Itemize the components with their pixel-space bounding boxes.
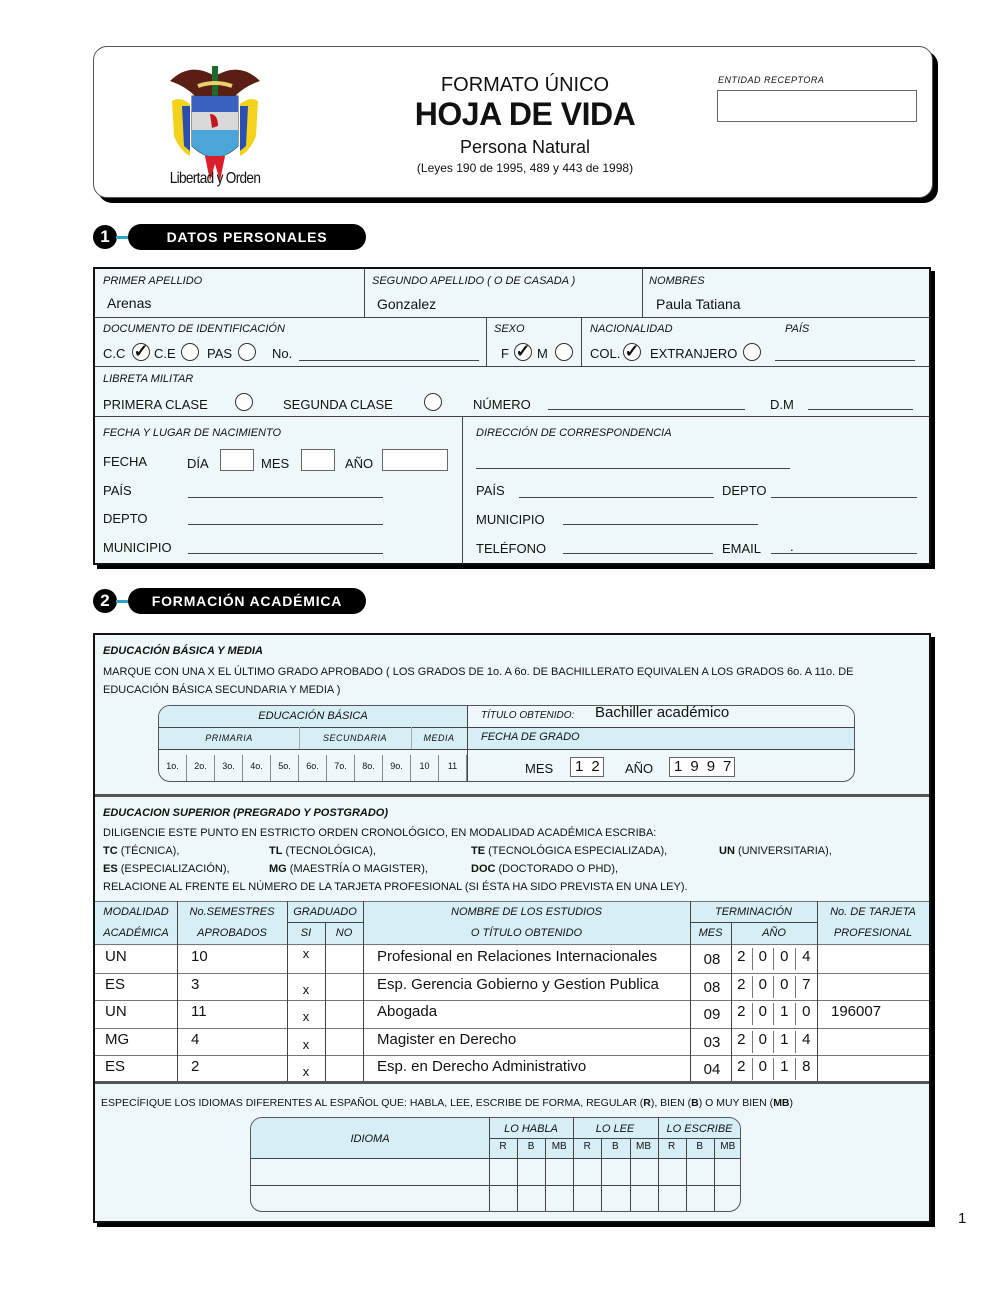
media-header: MEDIA [423, 733, 455, 743]
form-laws: (Leyes 190 de 1995, 489 y 443 de 1998) [416, 161, 634, 175]
grado-cell-1[interactable]: 1o. [159, 755, 187, 782]
level-header-r: R [499, 1141, 507, 1152]
modalidad-cell[interactable]: ES [105, 1058, 126, 1075]
graduado-si-cell[interactable]: x [302, 1064, 310, 1079]
th-semestres: No.SEMESTRES [189, 906, 275, 918]
email-label: EMAIL [722, 541, 762, 556]
form-subtitle: Persona Natural [459, 137, 591, 157]
nacimiento-label: FECHA Y LUGAR DE NACIMIENTO [103, 427, 282, 439]
code-un: UN (UNIVERSITARIA), [719, 845, 832, 857]
level-header-r: R [667, 1141, 676, 1152]
terminacion-anio-digit[interactable]: 0 [753, 1031, 775, 1053]
grado-cell-5[interactable]: 5o. [271, 755, 299, 782]
th-no: NO [335, 927, 353, 939]
basica-instructions-1: MARQUE CON UNA X EL ÚLTIMO GRADO APROBADO ( LOS GRADOS DE 1o. A 6o. DE BACHILLERATO EQUIVALEN A LOS GRADOS 6o. A 11o. DE [103, 666, 854, 678]
mes-label: MES [261, 456, 290, 471]
primer-apellido-field[interactable]: Arenas [107, 295, 152, 311]
modalidad-cell[interactable]: UN [105, 948, 127, 965]
th-profesional: PROFESIONAL [833, 927, 913, 939]
terminacion-anio-digit[interactable]: 2 [731, 1031, 753, 1053]
idiomas-table [250, 1117, 741, 1212]
nac-depto-label: DEPTO [103, 511, 148, 526]
modalidad-cell[interactable]: UN [105, 1003, 127, 1020]
modalidad-cell[interactable]: MG [105, 1030, 130, 1048]
dm-field[interactable] [808, 409, 913, 410]
primaria-header: PRIMARIA [205, 733, 253, 743]
th-aprobados: APROBADOS [197, 927, 267, 939]
semestres-cell[interactable]: 10 [191, 948, 208, 965]
titulo-obtenido-label: TÍTULO OBTENIDO: [481, 710, 575, 721]
th-terminacion: TERMINACIÓN [715, 906, 792, 918]
anio-label: AÑO [345, 456, 374, 471]
nombre-estudios-cell[interactable]: Esp. en Derecho Administrativo [377, 1058, 587, 1075]
primer-apellido-label: PRIMER APELLIDO [103, 275, 203, 287]
sexo-f-label: F [501, 346, 509, 361]
primera-clase-label: PRIMERA CLASE [103, 397, 208, 412]
superior-title: EDUCACION SUPERIOR (PREGRADO Y POSTGRADO) [103, 807, 389, 819]
entidad-receptora-label: ENTIDAD RECEPTORA [718, 75, 825, 85]
libreta-label: LIBRETA MILITAR [103, 373, 194, 385]
doc-cc-radio-checked[interactable]: ✓ [133, 341, 149, 361]
graduado-si-cell[interactable]: x [302, 1036, 310, 1052]
nac-col-label: COL. [590, 346, 621, 361]
form-title-main: HOJA DE VIDA [414, 96, 636, 132]
basica-table [158, 705, 855, 782]
doc-pas-label: PAS [207, 346, 233, 361]
grado-mes-label: MES [525, 761, 554, 776]
edu-basica-header: EDUCACIÓN BÁSICA [258, 710, 368, 722]
doc-no-label: No. [272, 346, 293, 361]
nombres-field[interactable]: Paula Tatiana [656, 296, 741, 312]
semestres-cell[interactable]: 11 [191, 1003, 207, 1020]
terminacion-mes-cell[interactable]: 08 [703, 951, 721, 968]
idiomas-instructions: ESPECÍFIQUE LOS IDIOMAS DIFERENTES AL ESPAÑOL QUE: HABLA, LEE, ESCRIBE DE FORMA, REGULAR (R), BIEN (B) O MUY BIEN (MB) [101, 1097, 794, 1109]
level-header-b: B [696, 1141, 704, 1152]
superior-instructions-2: RELACIONE AL FRENTE EL NÚMERO DE LA TARJETA PROFESIONAL (SI ÉSTA HA SIDO PREVISTA EN UNA LEY). [103, 881, 688, 893]
graduado-si-cell[interactable]: x [302, 946, 310, 961]
th-graduado: GRADUADO [293, 906, 357, 918]
semestres-cell[interactable]: 4 [191, 1030, 200, 1048]
grado-cell-10[interactable]: 10 [411, 755, 439, 782]
nac-col-radio-checked[interactable]: ✓ [624, 341, 640, 361]
terminacion-anio-digit[interactable]: 1 [774, 1031, 796, 1053]
grado-cell-2[interactable]: 2o. [187, 755, 215, 782]
dia-label: DÍA [187, 456, 209, 471]
terminacion-mes-cell[interactable]: 09 [703, 1006, 721, 1023]
lo-habla-header: LO HABLA [504, 1123, 558, 1135]
grado-cell-8[interactable]: 8o. [355, 755, 383, 782]
secundaria-header: SECUNDARIA [322, 733, 387, 743]
semestres-cell[interactable]: 3 [191, 975, 200, 993]
nac-municipio-input[interactable] [188, 553, 383, 554]
grado-mes-field[interactable]: 12 [570, 757, 604, 777]
superior-table-row [95, 974, 929, 1002]
sexo-m-label: M [537, 346, 548, 361]
tarjeta-cell[interactable]: 196007 [831, 1003, 882, 1020]
primera-clase-radio[interactable] [235, 393, 253, 411]
doc-cc-label: C.C [103, 346, 126, 361]
terminacion-anio-digit[interactable]: 1 [774, 1003, 796, 1025]
dir-pais-label: PAÍS [476, 483, 505, 498]
nombre-estudios-cell[interactable]: Esp. Gerencia Gobierno y Gestion Publica [377, 975, 659, 993]
superior-instructions-1: DILIGENCIE ESTE PUNTO EN ESTRICTO ORDEN CRONOLÓGICO, EN MODALIDAD ACADÉMICA ESCRIBA: [103, 827, 657, 839]
terminacion-mes-cell[interactable]: 08 [703, 978, 721, 996]
level-header-b: B [612, 1141, 619, 1152]
grado-cell-4[interactable]: 4o. [243, 755, 271, 782]
email-dot: . [790, 539, 794, 554]
nac-pais-field[interactable] [775, 360, 915, 361]
th-titulo: O TÍTULO OBTENIDO [470, 927, 583, 939]
section1-number: 1 [93, 225, 117, 249]
nac-extranjero-radio[interactable] [743, 343, 761, 361]
dir-depto-label: DEPTO [722, 483, 767, 498]
terminacion-mes-cell[interactable]: 03 [703, 1033, 721, 1051]
sexo-f-radio-checked[interactable]: ✓ [515, 341, 531, 361]
graduado-si-cell[interactable]: x [302, 1009, 310, 1024]
code-te: TE (TECNOLÓGICA ESPECIALIZADA), [471, 845, 668, 857]
segunda-clase-label: SEGUNDA CLASE [283, 397, 393, 412]
doc-number-field[interactable] [299, 360, 479, 361]
level-header-mb: MB [636, 1141, 651, 1152]
sexo-label: SEXO [494, 323, 525, 335]
doc-ce-radio[interactable] [181, 343, 199, 361]
fecha-label: FECHA [103, 454, 148, 469]
superior-table-row [95, 1056, 929, 1084]
graduado-si-cell[interactable]: x [302, 981, 310, 997]
sexo-m-radio[interactable] [555, 343, 573, 361]
page-number: 1 [958, 1210, 967, 1227]
grado-cell-3[interactable]: 3o. [215, 755, 243, 782]
basica-title: EDUCACIÓN BÁSICA Y MEDIA [103, 645, 263, 657]
terminacion-anio-digit[interactable]: 1 [774, 1058, 796, 1080]
level-header-b: B [527, 1141, 535, 1152]
logo-motto: Libertad y Orden [169, 170, 261, 187]
form-title-line1: FORMATO ÚNICO [440, 74, 610, 96]
nac-pais-label: PAÍS [103, 483, 132, 498]
code-mg: MG (MAESTRÍA O MAGISTER), [269, 863, 428, 875]
grado-cell-6[interactable]: 6o. [299, 755, 327, 782]
dir-municipio-input[interactable] [563, 524, 758, 525]
lo-escribe-header: LO ESCRIBE [666, 1123, 733, 1135]
semestres-cell[interactable]: 2 [191, 1058, 200, 1075]
superior-table-row [95, 946, 929, 974]
grado-anio-field[interactable]: 1997 [669, 757, 735, 777]
libreta-numero-label: NÚMERO [473, 397, 531, 412]
terminacion-anio-digit[interactable]: 2 [731, 948, 753, 970]
lo-lee-header: LO LEE [595, 1123, 635, 1135]
fecha-grado-label: FECHA DE GRADO [481, 731, 580, 743]
superior-table-row [95, 1029, 929, 1057]
idioma-header: IDIOMA [350, 1133, 390, 1145]
mes-field[interactable] [301, 449, 335, 471]
nombre-estudios-cell[interactable]: Magister en Derecho [377, 1030, 517, 1048]
level-header-mb: MB [720, 1141, 736, 1152]
terminacion-anio-digit[interactable]: 0 [753, 1003, 775, 1025]
section2-number: 2 [93, 589, 117, 613]
th-mes: MES [698, 927, 723, 939]
doc-ce-label: C.E [154, 346, 176, 361]
terminacion-anio-digit[interactable]: 7 [802, 975, 811, 993]
dm-label: D.M [770, 397, 794, 412]
libreta-numero-field[interactable] [548, 409, 745, 410]
telefono-input[interactable] [563, 553, 713, 554]
section1-title: DATOS PERSONALES [128, 224, 366, 250]
terminacion-mes-cell[interactable]: 04 [703, 1061, 721, 1078]
terminacion-anio-digit[interactable]: 0 [753, 976, 775, 998]
dir-depto-input[interactable] [771, 497, 917, 498]
nombre-estudios-cell[interactable]: Profesional en Relaciones Internacionales [377, 948, 658, 965]
segunda-clase-radio[interactable] [424, 393, 442, 411]
code-tc: TC (TÉCNICA), [103, 845, 180, 857]
grado-cell-11[interactable]: 11 [439, 755, 467, 782]
terminacion-anio-digit[interactable]: 0 [774, 976, 796, 998]
code-tl: TL (TECNOLÓGICA), [269, 845, 376, 857]
titulo-obtenido-field[interactable]: Bachiller académico [595, 705, 730, 721]
documento-label: DOCUMENTO DE IDENTIFICACIÓN [103, 323, 285, 335]
terminacion-anio-digit[interactable]: 0 [774, 948, 796, 970]
nacionalidad-pais-label: PAÍS [785, 323, 810, 335]
terminacion-anio-digit[interactable]: 4 [802, 1030, 811, 1048]
th-modalidad: MODALIDAD [103, 906, 169, 918]
grado-cell-9[interactable]: 9o. [383, 755, 411, 782]
dir-municipio-label: MUNICIPIO [476, 512, 545, 527]
th-tarjeta: No. DE TARJETA [830, 906, 916, 918]
grado-anio-label: AÑO [625, 761, 654, 776]
th-anio: AÑO [762, 927, 786, 939]
segundo-apellido-field[interactable]: Gonzalez [377, 296, 437, 312]
nacionalidad-label: NACIONALIDAD [590, 323, 673, 335]
formacion-academica-panel [93, 633, 931, 1223]
terminacion-anio-digit[interactable]: 2 [731, 976, 753, 998]
dia-field[interactable] [220, 449, 254, 471]
terminacion-anio-digit[interactable]: 4 [802, 948, 811, 965]
nac-pais-input[interactable] [188, 497, 383, 498]
th-si: SI [300, 927, 312, 939]
code-doc: DOC (DOCTORADO O PHD), [471, 863, 619, 875]
entidad-receptora-field[interactable] [717, 90, 917, 122]
terminacion-anio-digit[interactable]: 0 [753, 948, 775, 970]
code-es: ES (ESPECIALIZACIÓN), [103, 863, 230, 875]
terminacion-anio-digit[interactable]: 0 [802, 1003, 811, 1020]
nac-depto-input[interactable] [188, 524, 383, 525]
terminacion-anio-digit[interactable]: 0 [753, 1058, 775, 1080]
terminacion-anio-digit[interactable]: 2 [731, 1058, 753, 1080]
datos-personales-panel [93, 267, 931, 565]
terminacion-anio-digit[interactable]: 8 [802, 1058, 811, 1075]
anio-field[interactable] [382, 449, 448, 471]
section2-title: FORMACIÓN ACADÉMICA [128, 588, 366, 614]
nac-municipio-label: MUNICIPIO [103, 540, 172, 555]
grado-cell-7[interactable]: 7o. [327, 755, 355, 782]
nombre-estudios-cell[interactable]: Abogada [377, 1003, 438, 1020]
superior-table [95, 901, 929, 1077]
nac-extranjero-label: EXTRANJERO [650, 346, 738, 361]
doc-pas-radio[interactable] [238, 343, 256, 361]
segundo-apellido-label: SEGUNDO APELLIDO ( O DE CASADA ) [372, 275, 576, 287]
superior-table-row [95, 1001, 929, 1029]
terminacion-anio-digit[interactable]: 2 [731, 1003, 753, 1025]
telefono-label: TELÉFONO [476, 541, 547, 556]
basica-instructions-2: EDUCACIÓN BÁSICA SECUNDARIA Y MEDIA ) [103, 684, 341, 696]
th-academica: ACADÉMICA [103, 927, 169, 939]
direccion-label: DIRECCIÓN DE CORRESPONDENCIA [476, 427, 672, 439]
th-nombre: NOMBRE DE LOS ESTUDIOS [451, 906, 602, 918]
modalidad-cell[interactable]: ES [105, 975, 126, 993]
level-header-mb: MB [551, 1141, 567, 1152]
direccion-field[interactable] [476, 468, 790, 469]
nombres-label: NOMBRES [649, 275, 705, 287]
dir-pais-input[interactable] [519, 497, 714, 498]
level-header-r: R [583, 1141, 591, 1152]
